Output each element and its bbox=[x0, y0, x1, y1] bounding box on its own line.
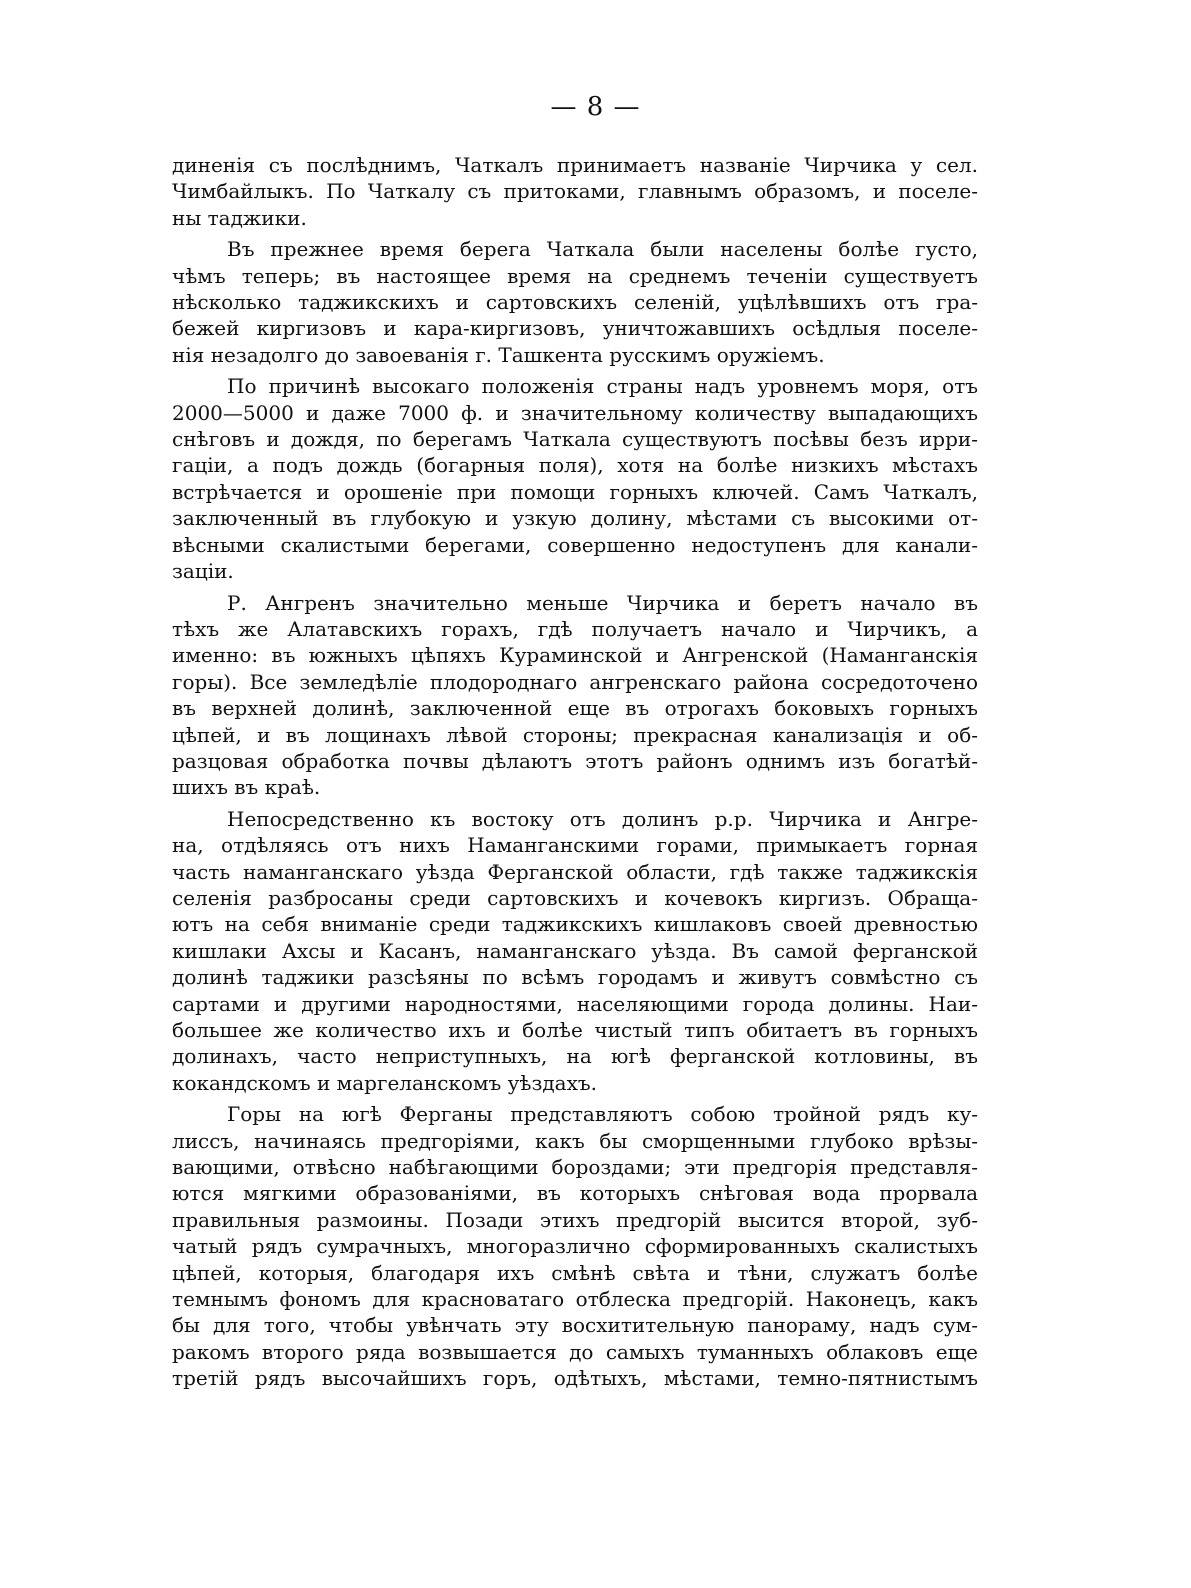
text-line: ются мягкими образованіями, въ которыхъ снѣговая вода прорвала bbox=[172, 1181, 978, 1206]
paragraph-3 bbox=[172, 373, 978, 584]
text-line: цѣпей, и въ лощинахъ лѣвой стороны; прекрасная канализація и об- bbox=[172, 722, 978, 747]
text-line: часть наманганскаго уѣзда Ферганской области, гдѣ также таджикскія bbox=[172, 859, 978, 884]
text-line: гаціи, а подъ дождь (богарныя поля), хотя на болѣе низкихъ мѣстахъ bbox=[172, 453, 978, 478]
paragraph-4 bbox=[172, 590, 978, 801]
text-line: горы). Все земледѣліе плодороднаго ангренскаго района сосредоточено bbox=[172, 669, 978, 694]
text-line: темнымъ фономъ для красноватаго отблеска предгорій. Наконецъ, какъ bbox=[172, 1287, 978, 1312]
paragraph-5 bbox=[172, 806, 978, 1096]
text-line: въ верхней долинѣ, заключенной еще въ отрогахъ боковыхъ горныхъ bbox=[172, 696, 978, 721]
text-line: Р. Ангренъ значительно меньше Чирчика и беретъ начало въ bbox=[227, 590, 978, 615]
text-line: вающими, отвѣсно набѣгающими бороздами; эти предгорія представля- bbox=[172, 1155, 978, 1180]
body-text bbox=[172, 152, 978, 1397]
text-line: кокандскомъ и маргеланскомъ уѣздахъ. bbox=[172, 1070, 597, 1095]
text-line: нія незадолго до завоеванія г. Ташкента русскимъ оружіемъ. bbox=[172, 342, 825, 367]
text-line: на, отдѣляясь отъ нихъ Наманганскими горами, примыкаетъ горная bbox=[172, 833, 978, 858]
text-line: снѣговъ и дождя, по берегамъ Чаткала существуютъ посѣвы безъ ирри- bbox=[172, 427, 978, 452]
text-line: именно: въ южныхъ цѣпяхъ Кураминской и Ангренской (Наманганскія bbox=[172, 643, 978, 668]
text-line: третій рядъ высочайшихъ горъ, одѣтыхъ, мѣстами, темно-пятнистымъ bbox=[172, 1366, 978, 1391]
text-line: нѣсколько таджикскихъ и сартовскихъ селеній, уцѣлѣвшихъ отъ гра- bbox=[172, 290, 978, 315]
text-line: Горы на югѣ Ферганы представляютъ собою тройной рядъ ку- bbox=[227, 1102, 978, 1127]
text-line: диненія съ послѣднимъ, Чаткалъ принимаетъ названіе Чирчика у сел. bbox=[172, 153, 978, 177]
text-line: бежей киргизовъ и кара-киргизовъ, уничтожавшихъ осѣдлыя поселе- bbox=[172, 316, 978, 341]
text-line: Непосредственно къ востоку отъ долинъ р.р. Чирчика и Ангре- bbox=[227, 806, 978, 831]
text-line: долинѣ таджики разсѣяны по всѣмъ городамъ и живутъ совмѣстно съ bbox=[172, 965, 978, 990]
text-line: разцовая обработка почвы дѣлаютъ этотъ районъ однимъ изъ богатѣй- bbox=[172, 748, 978, 773]
text-line: встрѣчается и орошеніе при помощи горныхъ ключей. Самъ Чаткалъ, bbox=[172, 479, 978, 504]
text-line: Въ прежнее время берега Чаткала были населены болѣе густо, bbox=[227, 237, 978, 262]
text-line: чатый рядъ сумрачныхъ, многоразлично сформированныхъ скалистыхъ bbox=[172, 1234, 978, 1259]
text-line: сартами и другими народностями, населяющими города долины. Наи- bbox=[172, 991, 978, 1016]
text-line: бы для того, чтобы увѣнчать эту восхитительную панораму, надъ сум- bbox=[172, 1313, 978, 1338]
text-line: большее же количество ихъ и болѣе чистый типъ обитаетъ въ горныхъ bbox=[172, 1018, 978, 1042]
text-line: ютъ на себя вниманіе среди таджикскихъ кишлаковъ своей древностью bbox=[172, 912, 978, 937]
text-line: По причинѣ высокаго положенія страны надъ уровнемъ моря, отъ bbox=[227, 374, 978, 399]
text-line: правильныя размоины. Позади этихъ предгорій высится второй, зуб- bbox=[172, 1207, 978, 1232]
text-line: тѣхъ же Алатавскихъ горахъ, гдѣ получаетъ начало и Чирчикъ, а bbox=[172, 616, 978, 641]
text-line: ны таджики. bbox=[172, 205, 307, 230]
text-line: Чимбайлыкъ. По Чаткалу съ притоками, главнымъ образомъ, и поселе- bbox=[172, 179, 978, 204]
text-line: кишлаки Ахсы и Касанъ, наманганскаго уѣзда. Въ самой ферганской bbox=[172, 938, 978, 963]
paragraph-6 bbox=[172, 1101, 978, 1391]
text-line: долинахъ, часто неприступныхъ, на югѣ ферганской котловины, въ bbox=[172, 1044, 978, 1069]
text-line: заключенный въ глубокую и узкую долину, мѣстами съ высокими от- bbox=[172, 506, 978, 531]
text-line: лиссъ, начинаясь предгоріями, какъ бы сморщенными глубоко врѣзы- bbox=[172, 1128, 978, 1153]
text-line: чѣмъ теперь; въ настоящее время на среднемъ теченіи существуетъ bbox=[172, 263, 978, 288]
text-line: заціи. bbox=[172, 559, 234, 584]
text-line: селенія разбросаны среди сартовскихъ и кочевокъ киргизъ. Обраща- bbox=[172, 885, 978, 910]
paragraph-2 bbox=[172, 236, 978, 368]
text-line: вѣсными скалистыми берегами, совершенно недоступенъ для канали- bbox=[172, 532, 978, 557]
text-line: 2000—5000 и даже 7000 ф. и значительному количеству выпадающихъ bbox=[172, 400, 978, 425]
page-number: — 8 — bbox=[550, 92, 641, 122]
text-line: цѣпей, которыя, благодаря ихъ смѣнѣ свѣта и тѣни, служатъ болѣе bbox=[172, 1260, 978, 1285]
text-line: ракомъ второго ряда возвышается до самыхъ туманныхъ облаковъ еще bbox=[172, 1339, 978, 1364]
paragraph-1 bbox=[172, 152, 978, 231]
text-line: шихъ въ краѣ. bbox=[172, 775, 321, 800]
